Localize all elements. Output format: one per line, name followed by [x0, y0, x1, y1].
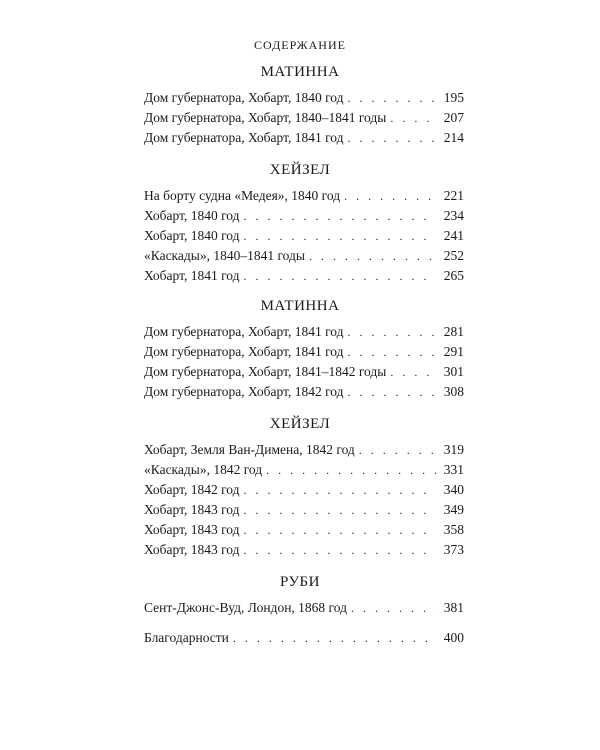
toc-entry[interactable]: [144, 362, 464, 382]
dot-leader: [344, 186, 436, 206]
entry-page-number: 400: [443, 630, 464, 645]
entry-title: Дом губернатора, Хобарт, 1840 год: [144, 90, 344, 105]
entry-title: Дом губернатора, Хобарт, 1841 год: [144, 344, 344, 359]
entry-page-number: 207: [443, 110, 464, 125]
entry-title: Хобарт, 1842 год: [144, 482, 240, 497]
toc-entry[interactable]: [144, 108, 464, 128]
section-heading: РУБИ: [279, 574, 321, 590]
toc-entry[interactable]: [144, 206, 464, 226]
dot-leader: [266, 460, 436, 480]
dot-leader: [244, 540, 436, 560]
toc-entry[interactable]: [144, 382, 464, 402]
toc-entry[interactable]: [144, 480, 464, 500]
toc-entry[interactable]: [144, 500, 464, 520]
dot-leader: [359, 440, 436, 460]
entry-title: Дом губернатора, Хобарт, 1841 год: [144, 324, 344, 339]
toc-entry[interactable]: [144, 540, 464, 560]
toc-entry[interactable]: [144, 460, 464, 480]
toc-entry[interactable]: [144, 266, 464, 286]
entry-title: «Каскады», 1842 год: [144, 462, 263, 477]
toc-entry[interactable]: [144, 246, 464, 266]
entry-title: «Каскады», 1840–1841 годы: [144, 248, 305, 263]
entry-title: Хобарт, 1840 год: [144, 228, 240, 243]
entry-page-number: 358: [443, 522, 464, 537]
entry-page-number: 301: [443, 364, 464, 379]
entry-title: Дом губернатора, Хобарт, 1842 год: [144, 384, 344, 399]
entry-page-number: 381: [443, 600, 464, 615]
entry-title: Дом губернатора, Хобарт, 1841–1842 годы: [144, 364, 387, 379]
entry-page-number: 349: [443, 502, 464, 517]
entry-page-number: 241: [443, 228, 464, 243]
dot-leader: [244, 500, 436, 520]
entry-page-number: 281: [443, 324, 464, 339]
dot-leader: [244, 226, 436, 246]
dot-leader: [351, 598, 436, 618]
entry-title: Хобарт, 1840 год: [144, 208, 240, 223]
toc-entry[interactable]: [144, 128, 464, 148]
dot-leader: [390, 108, 436, 128]
entry-page-number: 214: [443, 130, 464, 145]
entry-title: Хобарт, 1843 год: [144, 502, 240, 517]
dot-leader: [233, 628, 436, 648]
entry-page-number: 331: [443, 462, 464, 477]
toc-entry[interactable]: [144, 598, 464, 618]
dot-leader: [348, 88, 436, 108]
toc-entry[interactable]: [144, 440, 464, 460]
toc-entry-acknowledgements[interactable]: [144, 628, 464, 648]
entry-title: Дом губернатора, Хобарт, 1841 год: [144, 130, 344, 145]
entry-page-number: 373: [443, 542, 464, 557]
entry-page-number: 234: [443, 208, 464, 223]
section-heading: МАТИННА: [260, 64, 340, 80]
dot-leader: [309, 246, 436, 266]
dot-leader: [244, 266, 436, 286]
entry-page-number: 195: [443, 90, 464, 105]
dot-leader: [244, 206, 436, 226]
entry-page-number: 308: [443, 384, 464, 399]
entry-title: Хобарт, 1843 год: [144, 522, 240, 537]
entry-title: Хобарт, Земля Ван-Димена, 1842 год: [144, 442, 355, 457]
dot-leader: [348, 128, 436, 148]
entry-title: Дом губернатора, Хобарт, 1840–1841 годы: [144, 110, 387, 125]
section-heading: ХЕЙЗЕЛ: [269, 162, 331, 178]
dot-leader: [244, 520, 436, 540]
section-heading: ХЕЙЗЕЛ: [269, 416, 331, 432]
entry-page-number: 291: [443, 344, 464, 359]
toc-entry[interactable]: [144, 88, 464, 108]
entry-page-number: 221: [443, 188, 464, 203]
entry-title: Сент-Джонс-Вуд, Лондон, 1868 год: [144, 600, 347, 615]
toc-entry[interactable]: [144, 322, 464, 342]
dot-leader: [348, 342, 436, 362]
entry-page-number: 340: [443, 482, 464, 497]
dot-leader: [348, 322, 436, 342]
entry-page-number: 265: [443, 268, 464, 283]
dot-leader: [390, 362, 436, 382]
dot-leader: [348, 382, 436, 402]
entry-page-number: 252: [443, 248, 464, 263]
toc-entry[interactable]: [144, 186, 464, 206]
toc-entry[interactable]: [144, 342, 464, 362]
entry-title: На борту судна «Медея», 1840 год: [144, 188, 341, 203]
entry-title: Хобарт, 1843 год: [144, 542, 240, 557]
toc-entry[interactable]: [144, 520, 464, 540]
entry-title: Хобарт, 1841 год: [144, 268, 240, 283]
entry-title: Благодарности: [144, 630, 229, 645]
toc-title: СОДЕРЖАНИЕ: [254, 38, 346, 52]
toc-entry[interactable]: [144, 226, 464, 246]
dot-leader: [244, 480, 436, 500]
entry-page-number: 319: [443, 442, 464, 457]
section-heading: МАТИННА: [260, 298, 340, 314]
